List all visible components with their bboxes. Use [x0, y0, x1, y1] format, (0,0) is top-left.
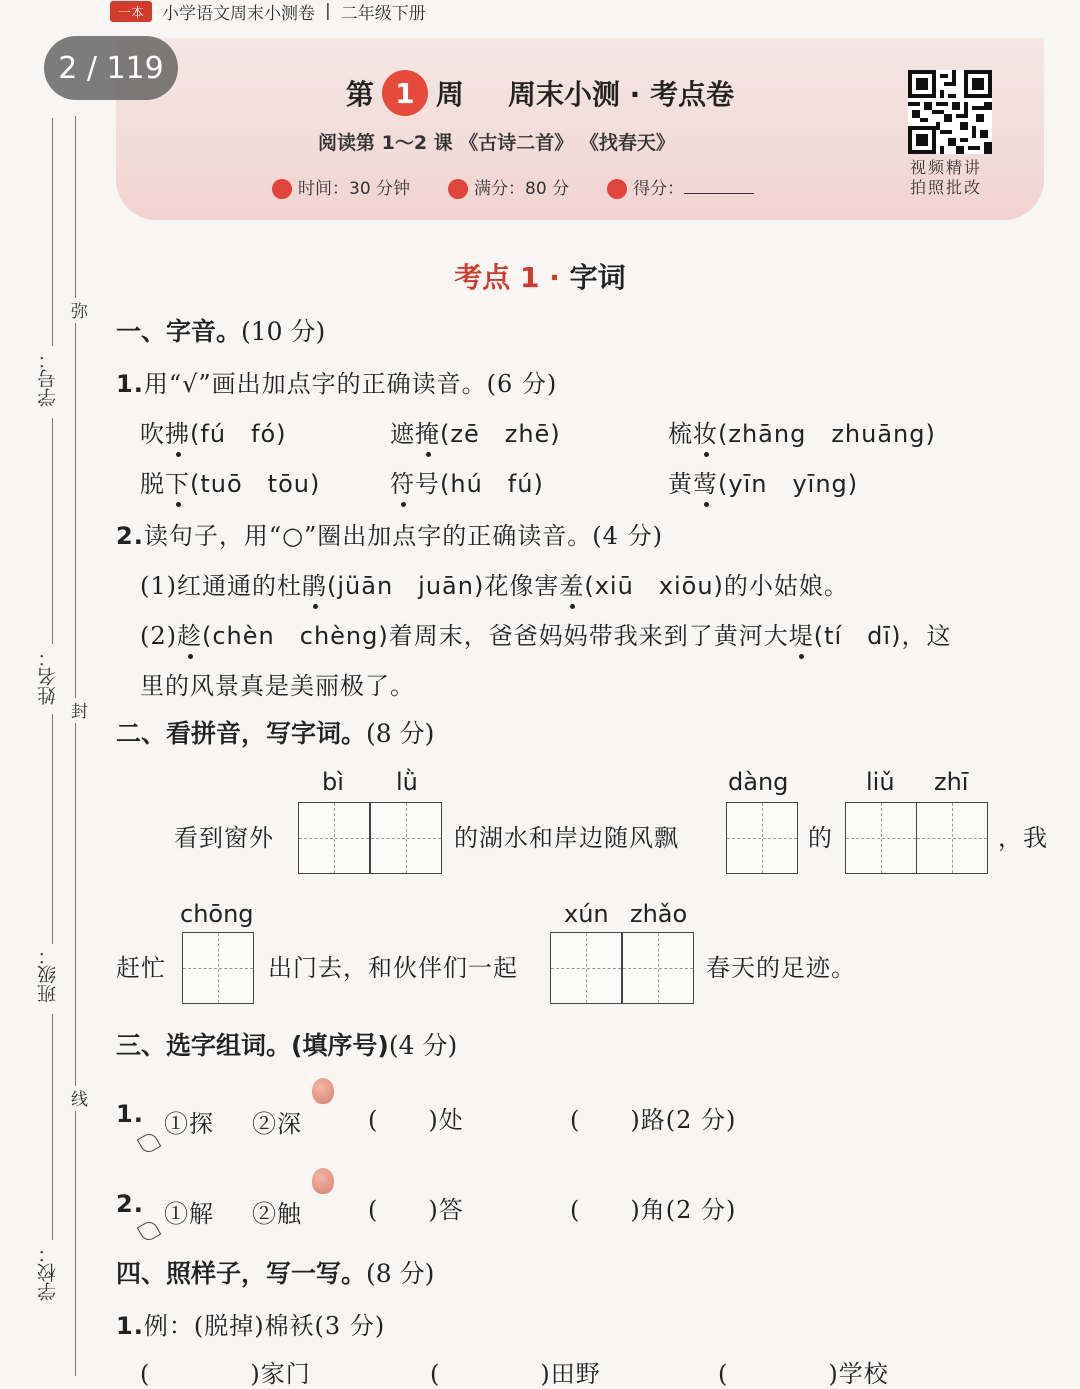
full-score-info: [448, 174, 569, 199]
topic-number: 考点 1 ·: [454, 261, 560, 294]
sentence-2[interactable]: [140, 616, 951, 651]
name-label: 姓名：: [37, 648, 59, 705]
side-rule: [52, 714, 53, 944]
fill-text: 看到窗外: [174, 824, 274, 852]
seal-mark: 封: [65, 698, 90, 723]
score-label: 得分：: [633, 179, 685, 199]
pinyin-label: dàng: [728, 768, 789, 796]
answer-blank[interactable]: ( )处: [368, 1106, 464, 1134]
section1-q2: [116, 516, 663, 551]
option-2: ②触: [252, 1200, 302, 1228]
leaf-icon: [137, 1219, 162, 1244]
section3-heading: [116, 1026, 457, 1062]
pinyin-label: xún: [564, 900, 609, 928]
section4-heading: [116, 1254, 434, 1290]
item-dotted-char: 莺: [693, 470, 718, 498]
qr-caption-line1: 视频精讲: [910, 158, 983, 177]
item-dotted-char: 符: [390, 470, 415, 498]
section1-points: (10 分): [241, 317, 326, 346]
section1-q1: [116, 364, 557, 399]
series-title: 小学语文周末小测卷: [162, 3, 316, 24]
option-2: ②深: [252, 1110, 302, 1138]
item-options: (tuō tōu): [190, 470, 321, 498]
q2-instruction: 读句子，用“○”圈出加点字的正确读音。(4 分): [143, 522, 663, 550]
item-char: 号: [415, 470, 440, 498]
answer-blank[interactable]: ( )路(2 分): [570, 1106, 737, 1134]
side-rule: [52, 118, 53, 346]
target-icon: [607, 179, 627, 199]
q-number: [116, 1100, 144, 1128]
item-options: (zhāng zhuāng): [718, 420, 936, 448]
option-1: ①解: [164, 1200, 214, 1228]
balloon-icon: [312, 1168, 334, 1194]
qr-caption-line2: 拍照批改: [910, 178, 983, 197]
item-char: 梳: [668, 420, 693, 448]
q1-number: 1.: [116, 1312, 144, 1340]
item-char: 黄: [668, 470, 693, 498]
writing-box[interactable]: [726, 802, 798, 874]
item-char: 遮: [390, 420, 415, 448]
writing-box[interactable]: [550, 932, 622, 1004]
answer-blank[interactable]: ( )田野: [430, 1360, 601, 1388]
section4-title: 四、照样子，写一写。: [116, 1259, 367, 1288]
sentence-text: (2): [140, 622, 177, 650]
section4-q1: [116, 1306, 385, 1341]
sentence-text: (xiū xiōu)的小姑娘。: [584, 572, 849, 600]
grade-label: 二年级下册: [340, 3, 426, 24]
writing-box[interactable]: [622, 932, 694, 1004]
title-main: 周末小测 · 考点卷: [507, 78, 735, 111]
full-score-text: 满分：80 分: [474, 179, 570, 199]
q-number: [116, 1190, 144, 1218]
section1-title: 一、字音。: [116, 317, 242, 346]
q2-number: 2.: [116, 522, 144, 550]
row-number: 2.: [116, 1190, 144, 1218]
time-text: 时间：30 分钟: [298, 179, 411, 199]
section1-heading: [116, 312, 325, 348]
dotted-char: 鹃: [302, 572, 327, 600]
leaf-icon: [137, 1131, 162, 1156]
seal-mark: 线: [65, 1086, 90, 1111]
sentence-text: (chèn chèng)着周末，爸爸妈妈带我来到了黄河大: [202, 622, 789, 650]
section-topic-title: [0, 256, 1080, 296]
pinyin-item[interactable]: [390, 464, 544, 499]
item-options: (yīn yīng): [718, 470, 859, 498]
fill-text: 出门去，和伙伴们一起: [268, 954, 518, 982]
pinyin-label: liǔ: [866, 768, 895, 796]
section2-points: (8 分): [366, 719, 435, 748]
fill-text: 的湖水和岸边随风飘: [454, 824, 679, 852]
section3-title: 三、选字组词。(填序号): [116, 1031, 389, 1060]
topic-name: 字词: [569, 261, 626, 294]
title-suffix: 周: [435, 78, 464, 111]
pinyin-label: zhī: [934, 768, 969, 796]
q1-number: 1.: [116, 370, 144, 398]
pinyin-item[interactable]: [140, 414, 287, 449]
fill-text: 的: [808, 824, 833, 852]
writing-box[interactable]: [370, 802, 442, 874]
qr-code-icon[interactable]: [908, 70, 992, 154]
writing-box[interactable]: [916, 802, 988, 874]
pinyin-label: chōng: [180, 900, 254, 928]
student-no-label: 学号：: [37, 350, 59, 407]
series-separator: |: [325, 1, 331, 21]
medal-icon: [448, 179, 468, 199]
series-logo: 一本: [110, 1, 152, 22]
sentence-text: (jüān juān)花像害: [327, 572, 560, 600]
answer-blank[interactable]: ( )角(2 分): [570, 1196, 737, 1224]
writing-box[interactable]: [845, 802, 917, 874]
answer-blank[interactable]: ( )家门: [140, 1360, 311, 1388]
exam-subtitle: 阅读第 1～2 课 《古诗二首》 《找春天》: [318, 132, 675, 154]
fill-text: ，我: [998, 824, 1048, 852]
title-prefix: 第: [345, 78, 374, 111]
row-number: 1.: [116, 1100, 144, 1128]
answer-blank[interactable]: ( )答: [368, 1196, 464, 1224]
series-strip: [110, 0, 426, 22]
score-blank[interactable]: [684, 177, 754, 194]
pinyin-label: bì: [322, 768, 344, 796]
seal-mark: 弥: [65, 298, 90, 323]
week-number-badge: 1: [382, 70, 428, 116]
time-info: [272, 174, 410, 199]
dotted-char: 羞: [559, 572, 585, 600]
balloon-icon: [312, 1078, 334, 1104]
q1-instruction: 用“√”画出加点字的正确读音。(6 分): [143, 370, 558, 398]
item-options: (zē zhē): [440, 420, 561, 448]
class-label: 班级：: [37, 946, 59, 1003]
side-rule: [52, 1014, 53, 1240]
pinyin-item[interactable]: [390, 414, 561, 449]
item-options: (fú fó): [190, 420, 287, 448]
item-dotted-char: 妆: [693, 420, 718, 448]
section4-points: (8 分): [366, 1259, 435, 1288]
dotted-char: 堤: [788, 622, 814, 650]
sentence-2-cont: 里的风景真是美丽极了。: [140, 672, 415, 700]
answer-blank[interactable]: ( )学校: [718, 1360, 889, 1388]
fill-text: 春天的足迹。: [706, 954, 856, 982]
fill-text: 赶忙: [116, 954, 166, 982]
sentence-1[interactable]: [140, 566, 849, 601]
item-char: 脱: [140, 470, 165, 498]
pinyin-label: lǜ: [396, 768, 418, 796]
pinyin-item[interactable]: [668, 464, 858, 499]
pinyin-item[interactable]: [668, 414, 936, 449]
side-rule: [52, 418, 53, 644]
item-dotted-char: 下: [165, 470, 190, 498]
clock-icon: [272, 179, 292, 199]
writing-box[interactable]: [298, 802, 370, 874]
pinyin-label: zhǎo: [630, 900, 688, 928]
page-indicator[interactable]: 2 / 119: [44, 36, 178, 100]
pinyin-item[interactable]: [140, 464, 320, 499]
school-label: 学校：: [37, 1244, 59, 1301]
option-1: ①探: [164, 1110, 214, 1138]
q1-example: 例：(脱掉)棉袄(3 分): [143, 1312, 386, 1340]
sentence-text: (1)红通通的杜: [140, 572, 302, 600]
writing-box[interactable]: [182, 932, 254, 1004]
section2-title: 二、看拼音，写字词。: [116, 719, 367, 748]
sentence-text: (tí dī)，这: [813, 622, 952, 650]
item-dotted-char: 掩: [415, 420, 440, 448]
score-info: [607, 174, 754, 199]
item-options: (hú fú): [440, 470, 544, 498]
exam-info: [272, 174, 754, 199]
item-dotted-char: 拂: [165, 420, 190, 448]
section3-points: (4 分): [388, 1031, 458, 1060]
item-char: 吹: [140, 420, 165, 448]
dotted-char: 趁: [177, 622, 202, 650]
section2-heading: [116, 714, 434, 750]
qr-caption: [910, 158, 982, 198]
